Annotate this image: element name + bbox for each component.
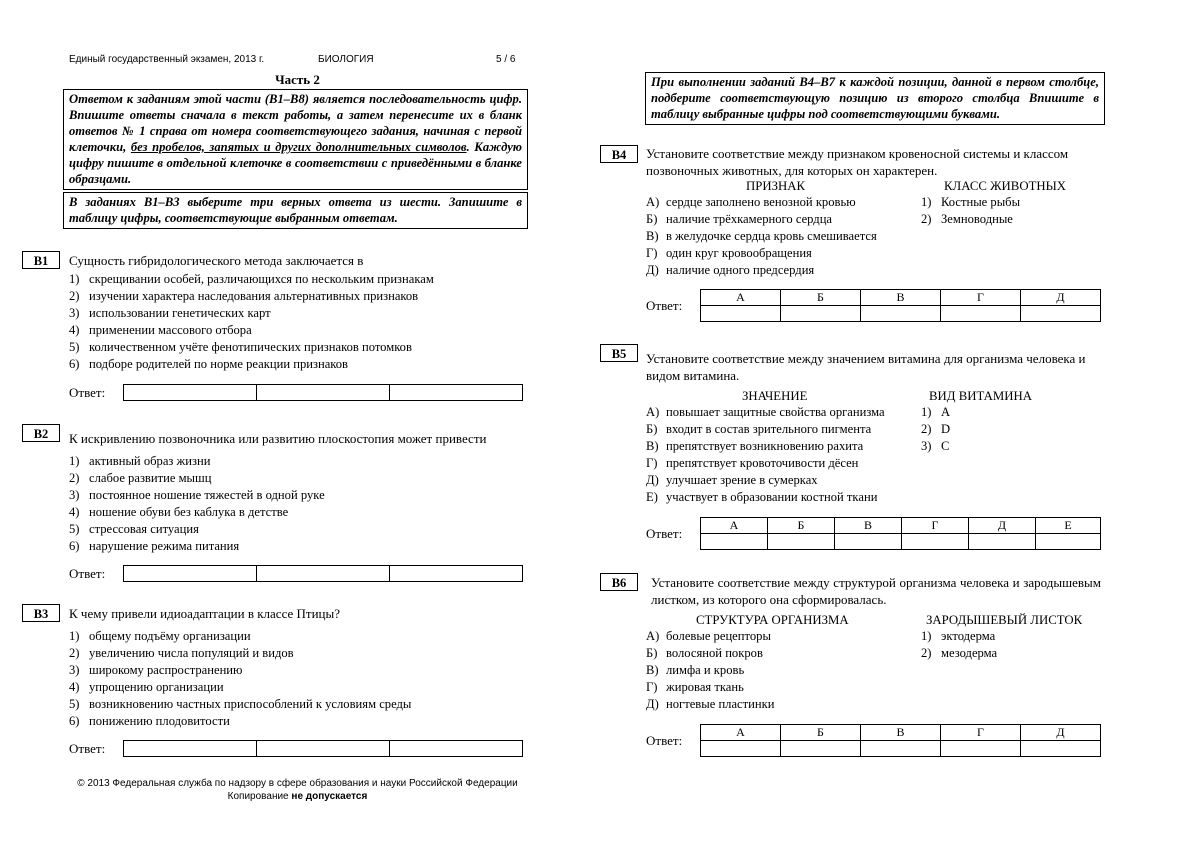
answer-cell-b3-3[interactable]: [390, 741, 523, 757]
option-b3-6: 6) понижению плодовитости: [69, 714, 230, 728]
b5-col2-item-2: 2) D: [921, 422, 951, 436]
b4-letter-d: Д: [1021, 290, 1101, 306]
b6-col1-list: [646, 628, 775, 713]
b4-letter-b: Б: [781, 290, 861, 306]
answer-cell-b4-a[interactable]: [701, 306, 781, 322]
b5-col2-item-1: 1) A: [921, 405, 951, 419]
instruction-box-b4-b7: При выполнении заданий В4–В7 к каждой позиции, данной в первом столбце, подберите соответствующую позицию из второго столбца Впишите в таблицу выбранные цифры под соответствующими буквами.: [645, 72, 1105, 125]
b6-letter-d: Д: [1021, 725, 1101, 741]
option-b2-5: 5) стрессовая ситуация: [69, 522, 199, 536]
answer-cell-b6-a[interactable]: [701, 741, 781, 757]
b4-letter-a: А: [701, 290, 781, 306]
option-b2-4: 4) ношение обуви без каблука в детстве: [69, 505, 289, 519]
task-label-b5: В5: [600, 344, 638, 362]
option-b3-3: 3) широкому распространению: [69, 663, 243, 677]
answer-cell-b5-d[interactable]: [969, 534, 1036, 550]
footer: [0, 777, 595, 803]
option-b2-2: 2) слабое развитие мышц: [69, 471, 212, 485]
answer-grid-b6: [700, 724, 1101, 757]
question-b5: Установите соответствие между значением витамина для организма человека и видом витамина.: [646, 351, 1086, 383]
option-b2-1: 1) активный образ жизни: [69, 454, 211, 468]
b5-letter-a: А: [701, 518, 768, 534]
question-b1: Сущность гибридологического метода заключается в: [69, 253, 364, 268]
b4-col2-item-1: 1) Костные рыбы: [921, 195, 1021, 209]
answer-grid-b1: [123, 384, 523, 401]
option-b3-1: 1) общему подъёму организации: [69, 629, 251, 643]
b6-letter-v: В: [861, 725, 941, 741]
b4-col2-item-2: 2) Земноводные: [921, 212, 1013, 226]
answer-cell-b2-2[interactable]: [257, 566, 390, 582]
b5-letter-e: Е: [1036, 518, 1101, 534]
instruction-main-underlined: без пробелов, запятых и других дополнительных символов: [130, 140, 467, 154]
question-b4: Установите соответствие между признаком кровеносной системы и классом позвоночных животных, для которых он характерен.: [646, 146, 1069, 178]
b4-letter-v: В: [861, 290, 941, 306]
option-b3-5: 5) возникновению частных приспособлений к условиям среды: [69, 697, 412, 711]
b6-col2-item-2: 2) мезодерма: [921, 646, 998, 660]
b6-letter-b: Б: [781, 725, 861, 741]
answer-cell-b2-1[interactable]: [124, 566, 257, 582]
b5-col2-title: ВИД ВИТАМИНА: [929, 389, 1033, 403]
b6-col1-item-v: В) лимфа и кровь: [646, 663, 745, 677]
question-b6: Установите соответствие между структурой организма человека и зародышевым листком, из которого она сформировалась.: [651, 575, 1101, 607]
b6-col2-item-1: 1) эктодерма: [921, 629, 996, 643]
b4-letter-g: Г: [941, 290, 1021, 306]
answer-label-b4: Ответ:: [646, 298, 683, 313]
task-label-b3: В3: [22, 604, 60, 622]
answer-cell-b6-b[interactable]: [781, 741, 861, 757]
b4-col1-item-g: Г) один круг кровообращения: [646, 246, 812, 260]
options-b1: [69, 271, 434, 373]
answer-cell-b6-d[interactable]: [1021, 741, 1101, 757]
answer-cell-b5-e[interactable]: [1036, 534, 1101, 550]
question-b2: К искривлению позвоночника или развитию плоскостопия может привести: [69, 431, 487, 446]
b4-col1-title: ПРИЗНАК: [746, 179, 806, 193]
answer-cell-b5-g[interactable]: [902, 534, 969, 550]
b5-col1-item-g: Г) препятствует кровоточивости дёсен: [646, 456, 859, 470]
task-label-b4: В4: [600, 145, 638, 163]
answer-label-b1: Ответ:: [69, 385, 106, 400]
answer-cell-b5-v[interactable]: [835, 534, 902, 550]
answer-cell-b4-b[interactable]: [781, 306, 861, 322]
b5-col2-list: [921, 404, 950, 455]
instruction-main-text: Ответом к заданиям этой части (В1–В8) является последовательность цифр. Впишите ответы сначала в текст работы, а затем перенесите их в бланк ответов № 1 справа от номера соответствующего задания, начиная с первой клеточки,: [69, 92, 522, 154]
answer-label-b5: Ответ:: [646, 526, 683, 541]
b4-col2-title: КЛАСС ЖИВОТНЫХ: [944, 179, 1067, 193]
answer-cell-b1-3[interactable]: [390, 385, 523, 401]
instruction-box-b1-b3: В заданиях В1–В3 выберите три верных ответа из шести. Запишите в таблицу цифры, соответствующие выбранным ответам.: [63, 192, 528, 229]
b5-col1-item-d: Д) улучшает зрение в сумерках: [646, 473, 818, 487]
b6-col1-item-d: Д) ногтевые пластинки: [646, 697, 775, 711]
b5-col1-item-a: А) повышает защитные свойства организма: [646, 405, 885, 419]
b6-col2-title: ЗАРОДЫШЕВЫЙ ЛИСТОК: [926, 613, 1083, 627]
b5-letter-g: Г: [902, 518, 969, 534]
answer-cell-b1-2[interactable]: [257, 385, 390, 401]
b5-col1-list: [646, 404, 885, 506]
b6-col1-title: СТРУКТУРА ОРГАНИЗМА: [696, 613, 849, 627]
answer-cell-b1-1[interactable]: [124, 385, 257, 401]
b4-col2-list: [921, 194, 1020, 228]
b6-letter-a: А: [701, 725, 781, 741]
header-subject: БИОЛОГИЯ: [318, 54, 374, 65]
part-title: Часть 2: [275, 72, 320, 87]
b4-col1-item-d: Д) наличие одного предсердия: [646, 263, 815, 277]
answer-grid-b2: [123, 565, 523, 582]
answer-cell-b4-d[interactable]: [1021, 306, 1101, 322]
option-b1-2: 2) изучении характера наследования альтернативных признаков: [69, 289, 419, 303]
task-label-b1: В1: [22, 251, 60, 269]
b6-col1-item-a: А) болевые рецепторы: [646, 629, 771, 643]
answer-cell-b3-1[interactable]: [124, 741, 257, 757]
option-b1-6: 6) подборе родителей по норме реакции признаков: [69, 357, 349, 371]
answer-cell-b6-g[interactable]: [941, 741, 1021, 757]
option-b2-3: 3) постоянное ношение тяжестей в одной руке: [69, 488, 325, 502]
answer-grid-b5: [700, 517, 1101, 550]
instruction-box-main: [63, 89, 528, 190]
b6-col1-item-b: Б) волосяной покров: [646, 646, 763, 660]
option-b1-1: 1) скрещивании особей, различающихся по нескольким признакам: [69, 272, 434, 286]
footer-copyright: © 2013 Федеральная служба по надзору в сфере образования и науки Российской Федерации: [77, 778, 518, 789]
b5-col1-title: ЗНАЧЕНИЕ: [742, 389, 808, 403]
answer-cell-b4-v[interactable]: [861, 306, 941, 322]
header-page-number: 5 / 6: [496, 54, 516, 65]
answer-cell-b4-g[interactable]: [941, 306, 1021, 322]
instruction-main-tail: . Каждую цифру пишите в отдельной клеточке в соответствии с приведёнными в бланке образцами.: [69, 140, 523, 186]
option-b3-4: 4) упрощению организации: [69, 680, 224, 694]
b5-col1-item-v: В) препятствует возникновению рахита: [646, 439, 864, 453]
option-b2-6: 6) нарушение режима питания: [69, 539, 240, 553]
b5-col1-item-b: Б) входит в состав зрительного пигмента: [646, 422, 872, 436]
answer-cell-b5-a[interactable]: [701, 534, 768, 550]
options-b3: [69, 628, 411, 730]
footer-copy-notice: Копирование не допускается: [227, 791, 368, 802]
option-b1-5: 5) количественном учёте фенотипических признаков потомков: [69, 340, 412, 354]
answer-cell-b6-v[interactable]: [861, 741, 941, 757]
answer-cell-b3-2[interactable]: [257, 741, 390, 757]
answer-grid-b4: [700, 289, 1101, 322]
task-label-b6: В6: [600, 573, 638, 591]
answer-grid-b3: [123, 740, 523, 757]
question-b3: К чему привели идиоадаптации в классе Птицы?: [69, 606, 341, 621]
b5-col1-item-e: Е) участвует в образовании костной ткани: [646, 490, 878, 504]
b6-col2-list: [921, 628, 997, 662]
b5-letter-v: В: [835, 518, 902, 534]
b4-col1-item-v: В) в желудочке сердца кровь смешивается: [646, 229, 877, 243]
answer-label-b6: Ответ:: [646, 733, 683, 748]
option-b1-3: 3) использовании генетических карт: [69, 306, 271, 320]
b5-letter-d: Д: [969, 518, 1036, 534]
answer-label-b3: Ответ:: [69, 741, 106, 756]
answer-cell-b2-3[interactable]: [390, 566, 523, 582]
answer-cell-b5-b[interactable]: [768, 534, 835, 550]
option-b3-2: 2) увеличению числа популяций и видов: [69, 646, 294, 660]
b5-letter-b: Б: [768, 518, 835, 534]
b6-col1-item-g: Г) жировая ткань: [646, 680, 744, 694]
options-b2: [69, 453, 325, 555]
task-label-b2: В2: [22, 424, 60, 442]
b4-col1-item-b: Б) наличие трёхкамерного сердца: [646, 212, 833, 226]
b6-letter-g: Г: [941, 725, 1021, 741]
option-b1-4: 4) применении массового отбора: [69, 323, 252, 337]
answer-label-b2: Ответ:: [69, 566, 106, 581]
b4-col1-item-a: А) сердце заполнено венозной кровью: [646, 195, 856, 209]
b4-col1-list: [646, 194, 877, 279]
header-exam-title: Единый государственный экзамен, 2013 г.: [69, 54, 265, 65]
b5-col2-item-3: 3) C: [921, 439, 950, 453]
